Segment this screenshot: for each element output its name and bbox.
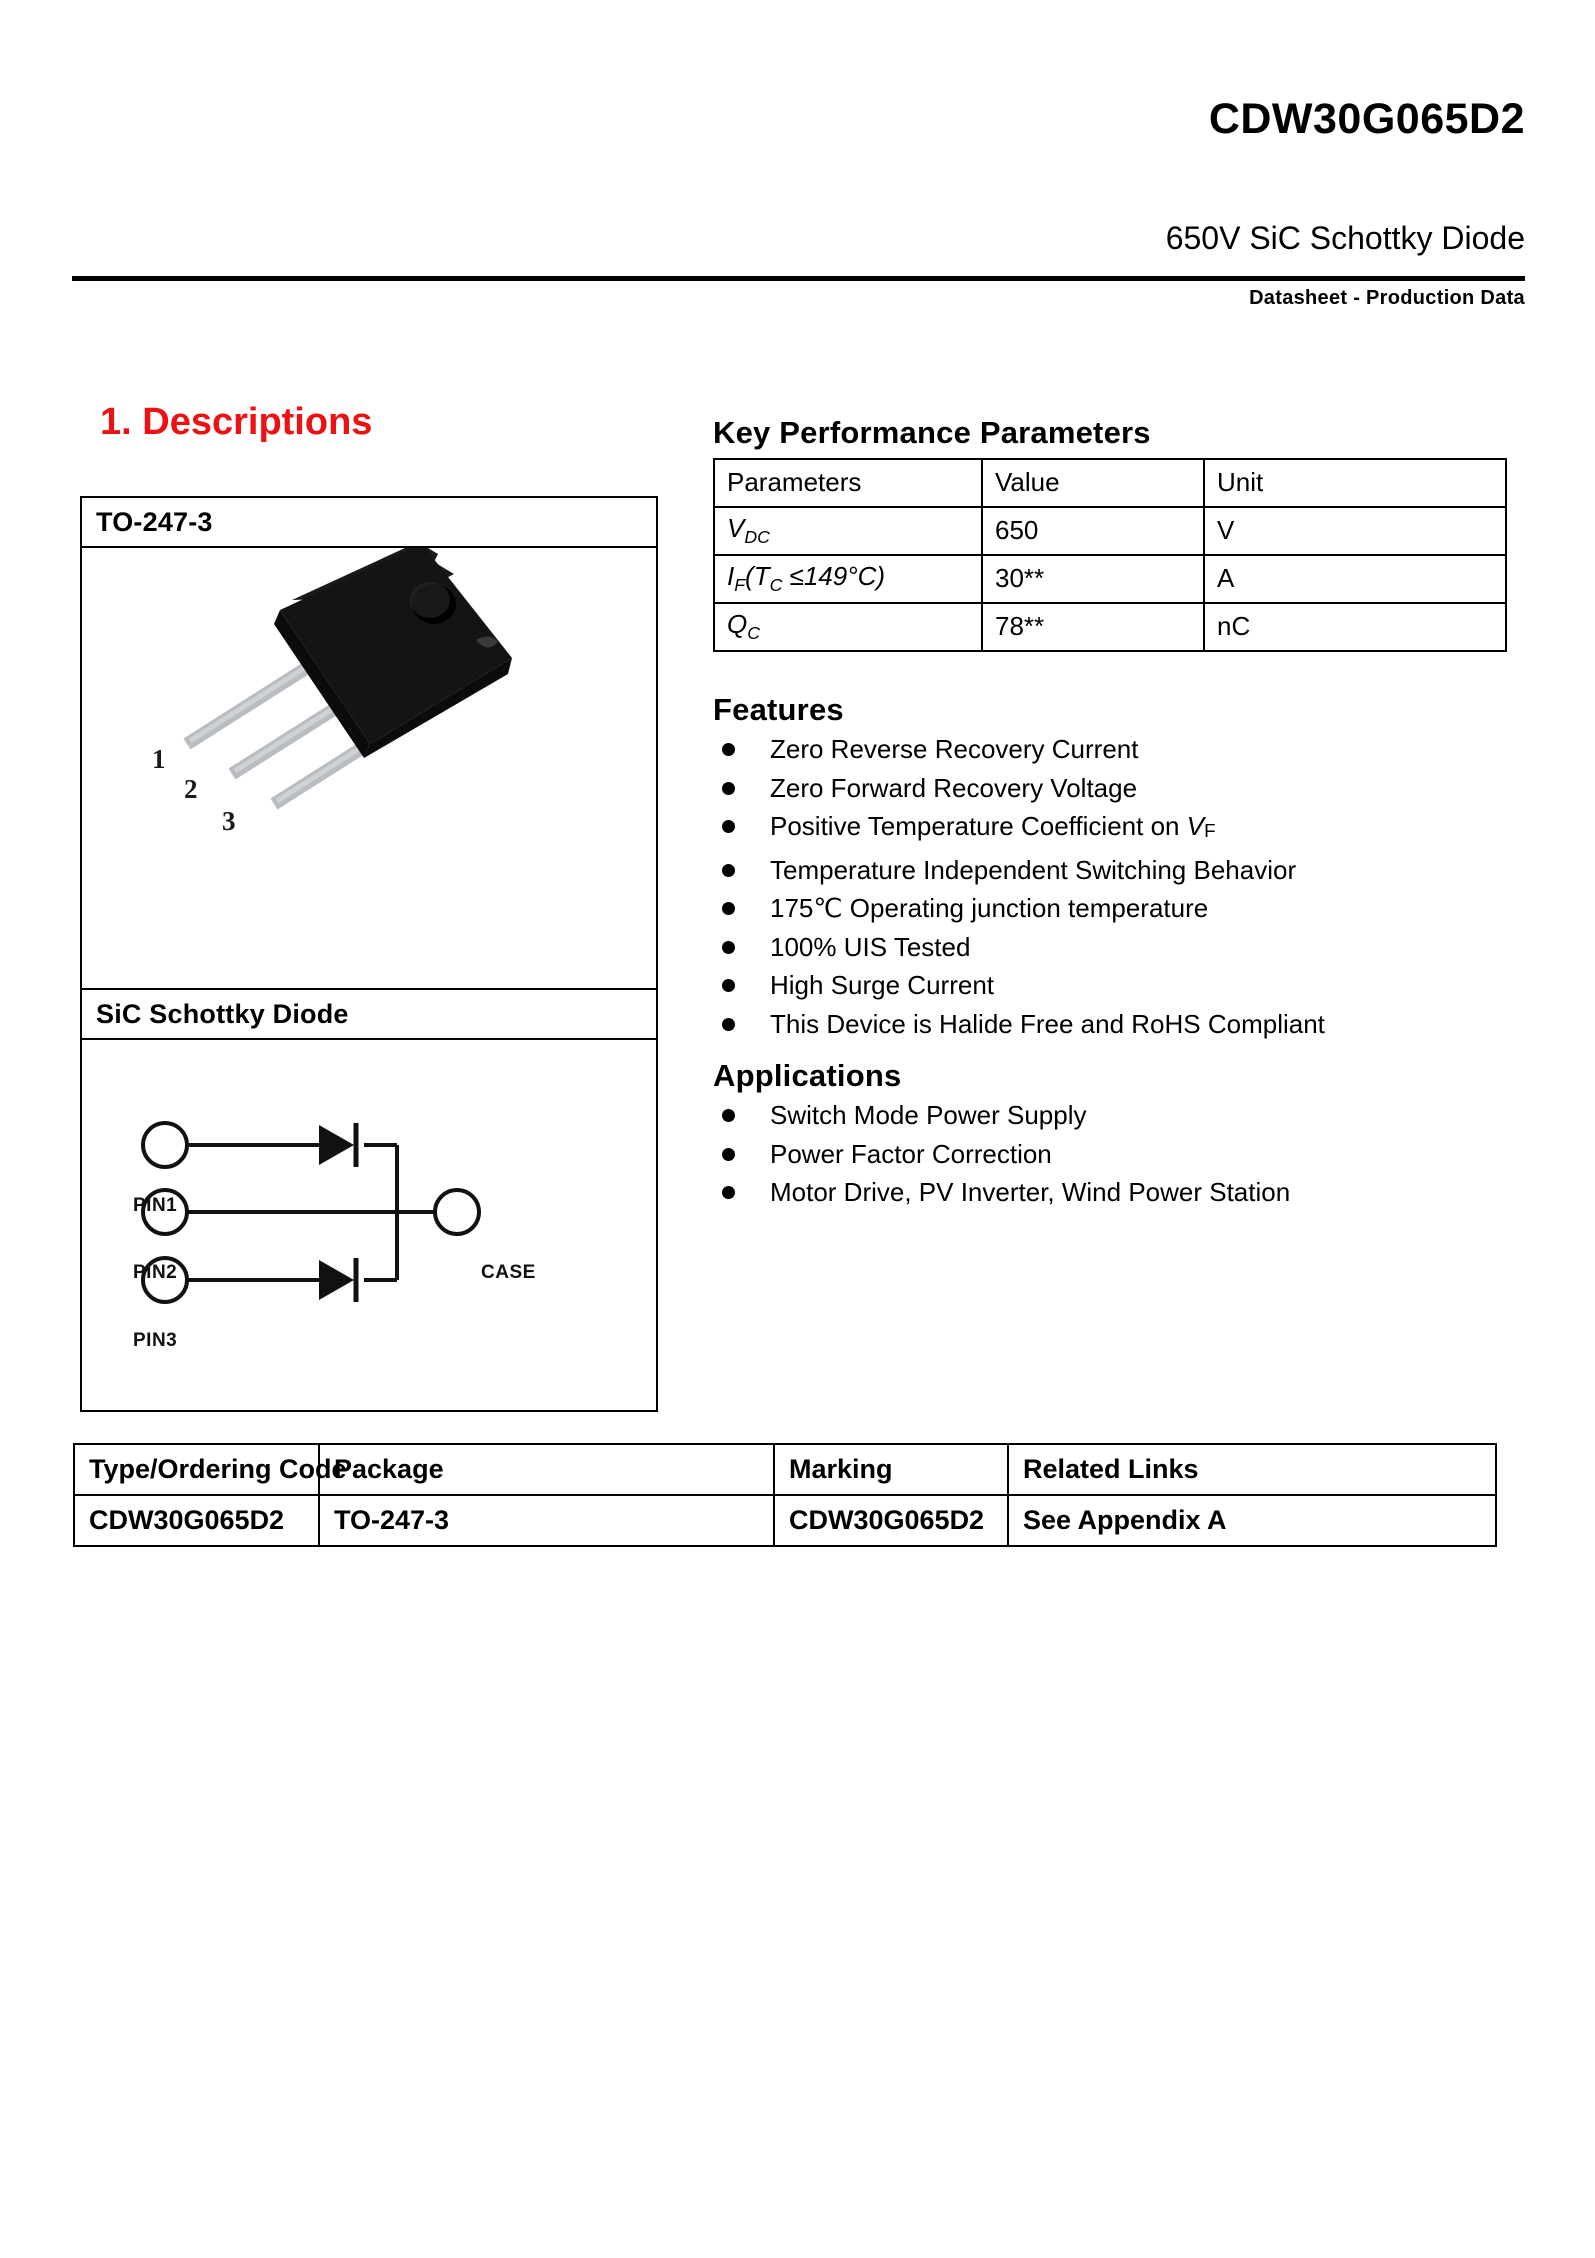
order-cell-type: CDW30G065D2: [74, 1495, 319, 1546]
feature-text: High Surge Current: [770, 970, 994, 1001]
package-photo-area: [82, 548, 656, 988]
table-row: [74, 1495, 1496, 1546]
list-item: [713, 769, 1513, 808]
ordering-information-table: [73, 1443, 1497, 1547]
bullet-icon: [722, 1186, 735, 1199]
kpp-value-if: 30**: [982, 555, 1204, 603]
to-247-package-illustration: [82, 548, 656, 988]
feature-text: 100% UIS Tested: [770, 931, 971, 962]
list-item: [713, 966, 1513, 1005]
applications-heading: Applications: [713, 1058, 902, 1093]
kpp-unit-qc: nC: [1204, 603, 1506, 651]
schematic-pin-label-pin1: PIN1: [133, 1195, 178, 1216]
kpp-param-qc: $Q_C$: [714, 603, 982, 651]
order-cell-marking: CDW30G065D2: [774, 1495, 1008, 1546]
page-title-part-number: CDW30G065D2: [1208, 95, 1525, 143]
order-col-type: Type/Ordering Code: [74, 1444, 319, 1495]
bullet-icon: [722, 941, 735, 954]
order-col-links: Related Links: [1008, 1444, 1496, 1495]
schematic-box: [80, 988, 658, 1412]
bullet-icon: [722, 902, 735, 915]
page-subtitle: 650V SiC Schottky Diode: [1165, 220, 1525, 256]
order-col-package: Package: [319, 1444, 774, 1495]
feature-text: Zero Forward Recovery Voltage: [770, 772, 1138, 803]
list-item: [713, 1005, 1513, 1044]
package-pin-number-2: 2: [184, 774, 198, 804]
list-item: [713, 889, 1513, 928]
features-heading: Features: [713, 692, 844, 727]
list-item: [713, 730, 1513, 769]
header-divider-rule: [72, 276, 1525, 281]
section-heading-descriptions: 1. Descriptions: [100, 401, 373, 443]
list-item: [713, 807, 1513, 851]
application-text: Power Factor Correction: [770, 1138, 1052, 1169]
list-item: [713, 1173, 1513, 1212]
package-pin-number-3: 3: [222, 806, 236, 836]
list-item: [713, 928, 1513, 967]
bullet-icon: [722, 979, 735, 992]
schematic-pin-label-pin3: PIN3: [133, 1330, 178, 1351]
kpp-col-unit: Unit: [1204, 459, 1506, 507]
package-box-title: TO-247-3: [82, 498, 656, 548]
applications-list: [713, 1096, 1513, 1212]
table-header-row: [74, 1444, 1496, 1495]
features-list: [713, 730, 1513, 1043]
key-performance-heading: Key Performance Parameters: [713, 415, 1151, 450]
table-row: [714, 507, 1506, 555]
bullet-icon: [722, 743, 735, 756]
kpp-col-parameters: Parameters: [714, 459, 982, 507]
order-cell-package: TO-247-3: [319, 1495, 774, 1546]
table-row: [714, 555, 1506, 603]
order-col-marking: Marking: [774, 1444, 1008, 1495]
key-performance-table: [713, 458, 1507, 652]
bullet-icon: [722, 864, 735, 877]
schematic-box-title: SiC Schottky Diode: [82, 990, 656, 1040]
feature-text: This Device is Halide Free and RoHS Compliant: [770, 1008, 1325, 1039]
package-pin-number-1: 1: [152, 744, 166, 774]
bullet-icon: [722, 1109, 735, 1122]
application-text: Motor Drive, PV Inverter, Wind Power Station: [770, 1177, 1291, 1207]
feature-text: Temperature Independent Switching Behavior: [770, 854, 1297, 885]
kpp-param-if: $I_F(T_C \le 149^\circ C)$: [714, 555, 982, 603]
order-cell-links: See Appendix A: [1008, 1495, 1496, 1546]
bullet-icon: [722, 820, 735, 833]
feature-text: Zero Reverse Recovery Current: [770, 734, 1139, 764]
application-text: Switch Mode Power Supply: [770, 1100, 1087, 1130]
bullet-icon: [722, 1018, 735, 1031]
sic-schottky-diode-schematic: [82, 1040, 656, 1410]
kpp-value-qc: 78**: [982, 603, 1204, 651]
kpp-param-vdc: $V_{DC}$: [714, 507, 982, 555]
feature-text: 175℃ Operating junction temperature: [770, 893, 1209, 924]
table-header-row: [714, 459, 1506, 507]
feature-symbol-vf: V: [1186, 811, 1205, 841]
document-type-label: Datasheet - Production Data: [1249, 287, 1525, 309]
schematic-case-label: CASE: [481, 1262, 536, 1283]
feature-text-prefix: Positive Temperature Coefficient on: [770, 811, 1187, 841]
bullet-icon: [722, 782, 735, 795]
bullet-icon: [722, 1148, 735, 1161]
schematic-diagram-area: [82, 1040, 656, 1410]
feature-symbol-vf-subscript: F: [1204, 820, 1216, 842]
kpp-unit-if: A: [1204, 555, 1506, 603]
kpp-value-vdc: 650: [982, 507, 1204, 555]
table-row: [714, 603, 1506, 651]
list-item: [713, 851, 1513, 890]
package-outline-box: [80, 496, 658, 990]
kpp-unit-vdc: V: [1204, 507, 1506, 555]
schematic-pin-label-pin2: PIN2: [133, 1262, 178, 1283]
list-item: [713, 1135, 1513, 1174]
kpp-col-value: Value: [982, 459, 1204, 507]
list-item: [713, 1096, 1513, 1135]
